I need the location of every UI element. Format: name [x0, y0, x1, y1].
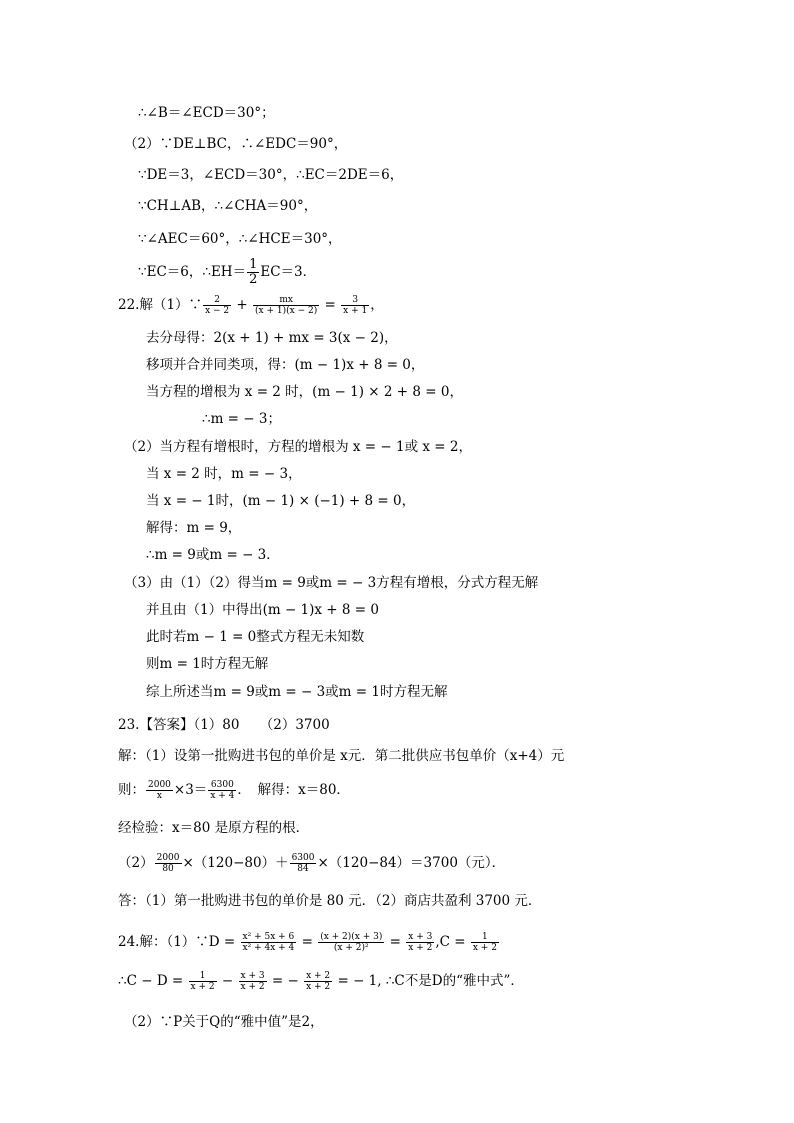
text-line-5: ∵∠AEC＝60°，∴∠HCE＝30°，: [138, 231, 342, 247]
text-line-8: 去分母得：2(x + 1) + mx = 3(x − 2)，: [146, 330, 398, 346]
text-line-12: （2）当方程有增根时，方程的增根为 x = − 1或 x = 2，: [124, 439, 472, 455]
text-line-10: 当方程的增根为 x = 2 时，(m − 1) × 2 + 8 = 0，: [146, 384, 463, 400]
problem-24-header: 24.解：（1）∵D = $\frac{\text{x² + 5x + 6}}{\text{x² + 4x + 4}}$ = $\frac{(x + 2)(x + 3)}{\text{(x + 2)²}}$ = $\frac{x + 3}{x + 2}$ ,C = $\frac{1}{x + 2}$: [118, 932, 497, 953]
fraction: $\frac{1}{x + 2}$: [190, 971, 215, 992]
text-line-3: ∵DE＝3，∠ECD＝30°，∴EC＝2DE＝6，: [138, 167, 404, 183]
text-line-2: （2）∵DE⊥BC，∴∠EDC＝90°，: [124, 136, 348, 152]
text-line-13: 当 x = 2 时，m = − 3，: [146, 466, 302, 482]
text-line-6: ∵EC＝6，∴EH＝ $\frac{1}{2}$ EC＝3．: [138, 257, 317, 287]
text-line-20: 则m = 1时方程无解: [146, 656, 269, 672]
text-line-25: 经检验：x＝80 是原方程的根．: [118, 820, 310, 836]
fraction: $\frac{(x + 2)(x + 3)}{\text{(x + 2)²}}$: [320, 932, 383, 953]
fraction: $\frac{6300}{x + 4}$: [210, 780, 235, 801]
text-line-11: ∴m = − 3；: [202, 411, 281, 427]
text-line-29: ∴C − D = $\frac{1}{x + 2}$ − $\frac{x + 3}{x + 2}$ = − $\frac{x + 2}{x + 2}$ = − 1, ∴C不是D的“雅中式”．: [118, 971, 524, 992]
fraction: $\frac{1}{x + 2}$: [472, 932, 497, 953]
fraction: $\frac{3}{x + 1}$: [343, 295, 368, 316]
fraction: $\frac{2}{x - 2}$: [205, 295, 230, 316]
text-line-14: 当 x = − 1时，(m − 1) × (−1) + 8 = 0，: [146, 493, 416, 509]
text-line-19: 此时若m − 1 = 0整式方程无未知数: [146, 629, 365, 645]
problem-22-header: 22.解（1）∵ $\frac{2}{x - 2}$ + $\frac{mx}{(x + 1)(x - 2)}$ = $\frac{3}{x + 1}$ ，: [118, 295, 384, 316]
text-line-15: 解得：m = 9，: [146, 520, 242, 536]
text-line-17: （3）由（1）（2）得当m = 9或m = − 3方程有增根，分式方程无解: [124, 575, 539, 591]
text-line-18: 并且由（1）中得出(m − 1)x + 8 = 0: [146, 602, 379, 618]
fraction: $\frac{1}{2}$: [249, 257, 258, 287]
fraction: $\frac{mx}{(x + 1)(x - 2)}$: [255, 295, 318, 316]
fraction: $\frac{2000}{x}$: [148, 780, 171, 801]
fraction: $\frac{x + 3}{x + 2}$: [408, 932, 433, 953]
problem-23-answer: 23.【答案】（1）80 （2）3700: [118, 717, 330, 733]
text-line-16: ∴m = 9或m = − 3．: [146, 547, 280, 563]
text-line-24: 则： $\frac{2000}{x}$ ×3＝ $\frac{6300}{x + 4}$ ． 解得：x＝80．: [118, 780, 350, 801]
fraction: $\frac{6300}{84}$: [291, 853, 315, 874]
text-line-23: 解：（1）设第一批购进书包的单价是 x元．第二批供应书包单价（x+4）元: [118, 748, 565, 764]
fraction: $\frac{2000}{80}$: [156, 853, 180, 874]
fraction: $\frac{x + 2}{x + 2}$: [306, 971, 331, 992]
text-line-26: （2） $\frac{2000}{80}$ ×（120−80）＋ $\frac{6300}{84}$ ×（120−84）＝3700（元）．: [118, 853, 506, 874]
fraction: $\frac{x + 3}{x + 2}$: [240, 971, 265, 992]
text-line-21: 综上所述当m = 9或m = − 3或m = 1时方程无解: [146, 684, 448, 700]
text-line-4: ∵CH⊥AB，∴∠CHA＝90°，: [138, 198, 318, 214]
text-line-30: （2）∵P关于Q的“雅中值”是2，: [124, 1014, 324, 1030]
text-line-1: ∴∠B＝∠ECD＝30°；: [138, 105, 275, 121]
text-line-9: 移项并合并同类项，得：(m − 1)x + 8 = 0，: [146, 357, 425, 373]
text-line-27: 答：（1）第一批购进书包的单价是 80 元．（2）商店共盈利 3700 元．: [118, 893, 542, 909]
fraction: $\frac{\text{x² + 5x + 6}}{\text{x² + 4x + 4}}$: [242, 932, 295, 953]
